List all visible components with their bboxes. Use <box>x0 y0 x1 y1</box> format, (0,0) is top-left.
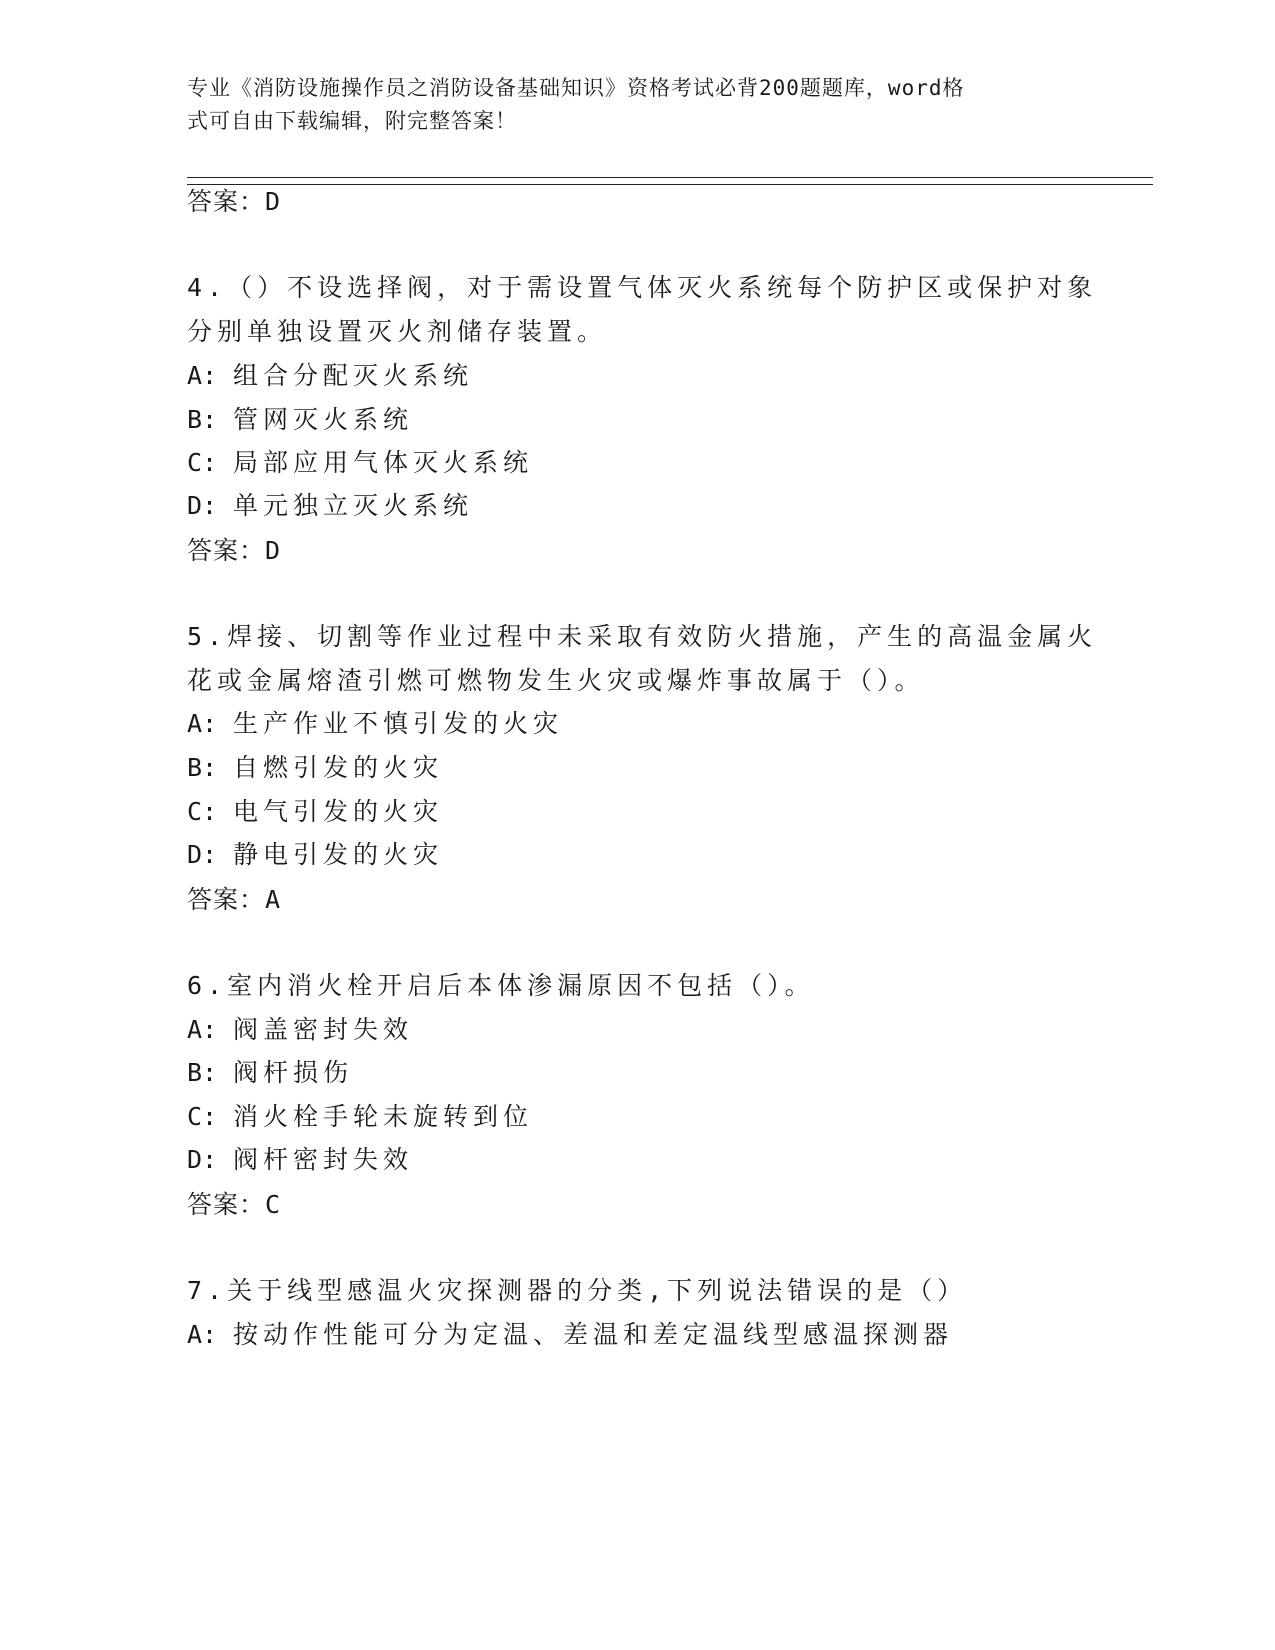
header-line-2: 式可自由下载编辑，附完整答案！ <box>187 109 517 133</box>
question-7-option-a <box>187 1319 953 1351</box>
option-letter: C: <box>187 448 218 477</box>
option-letter: A: <box>187 1015 218 1044</box>
option-letter: A: <box>187 1320 218 1349</box>
header-divider <box>187 177 1153 185</box>
question-5-line-1: 5.焊接、切割等作业过程中未采取有效防火措施，产生的高温金属火 <box>187 622 1098 651</box>
question-5-option-a <box>187 708 563 740</box>
question-6-option-d <box>187 1144 413 1176</box>
question-6-line-1: 6.室内消火栓开启后本体渗漏原因不包括（）。 <box>187 971 815 1000</box>
question-4-option-d <box>187 490 473 522</box>
question-7-line-1: 7.关于线型感温火灾探测器的分类,下列说法错误的是（） <box>187 1276 968 1305</box>
question-4-line-1: 4.（）不设选择阀，对于需设置气体灭火系统每个防护区或保护对象 <box>187 273 1098 302</box>
question-6-option-a <box>187 1014 413 1046</box>
option-letter: D: <box>187 1145 218 1174</box>
option-letter: B: <box>187 405 218 434</box>
question-6-option-b <box>187 1057 353 1089</box>
option-text: 生产作业不慎引发的火灾 <box>233 709 564 738</box>
option-letter: D: <box>187 491 218 520</box>
option-letter: A: <box>187 361 218 390</box>
question-5-line-2: 花或金属熔渣引燃可燃物发生火灾或爆炸事故属于（）。 <box>187 666 925 695</box>
question-6-answer: 答案：C <box>187 1190 282 1219</box>
option-text: 单元独立灭火系统 <box>233 491 474 520</box>
option-letter: B: <box>187 753 218 782</box>
question-4-option-a <box>187 360 473 392</box>
answer-label: 答案：D <box>187 187 282 216</box>
question-5-answer: 答案：A <box>187 885 282 914</box>
question-4-line-2: 分别单独设置灭火剂储存装置。 <box>187 317 608 346</box>
question-5-option-b <box>187 752 443 784</box>
question-4-answer: 答案：D <box>187 536 282 565</box>
option-text: 局部应用气体灭火系统 <box>233 448 534 477</box>
question-5-option-d <box>187 839 443 871</box>
option-letter: C: <box>187 1102 218 1131</box>
option-text: 按动作性能可分为定温、差温和差定温线型感温探测器 <box>233 1320 954 1349</box>
option-letter: B: <box>187 1058 218 1087</box>
question-4-option-c <box>187 447 533 479</box>
option-text: 阀杆密封失效 <box>233 1145 414 1174</box>
option-text: 电气引发的火灾 <box>233 797 444 826</box>
question-4-option-b <box>187 404 413 436</box>
option-text: 管网灭火系统 <box>233 405 414 434</box>
option-text: 组合分配灭火系统 <box>233 361 474 390</box>
option-text: 阀盖密封失效 <box>233 1015 414 1044</box>
option-letter: D: <box>187 840 218 869</box>
question-6-option-c <box>187 1101 533 1133</box>
option-letter: A: <box>187 709 218 738</box>
header-line-1: 专业《消防设施操作员之消防设备基础知识》资格考试必背200题题库，word格 <box>187 76 965 100</box>
page-header <box>187 72 1067 138</box>
option-text: 自燃引发的火灾 <box>233 753 444 782</box>
option-text: 阀杆损伤 <box>233 1058 354 1087</box>
option-text: 静电引发的火灾 <box>233 840 444 869</box>
question-5-option-c <box>187 796 443 828</box>
option-letter: C: <box>187 797 218 826</box>
option-text: 消火栓手轮未旋转到位 <box>233 1102 534 1131</box>
